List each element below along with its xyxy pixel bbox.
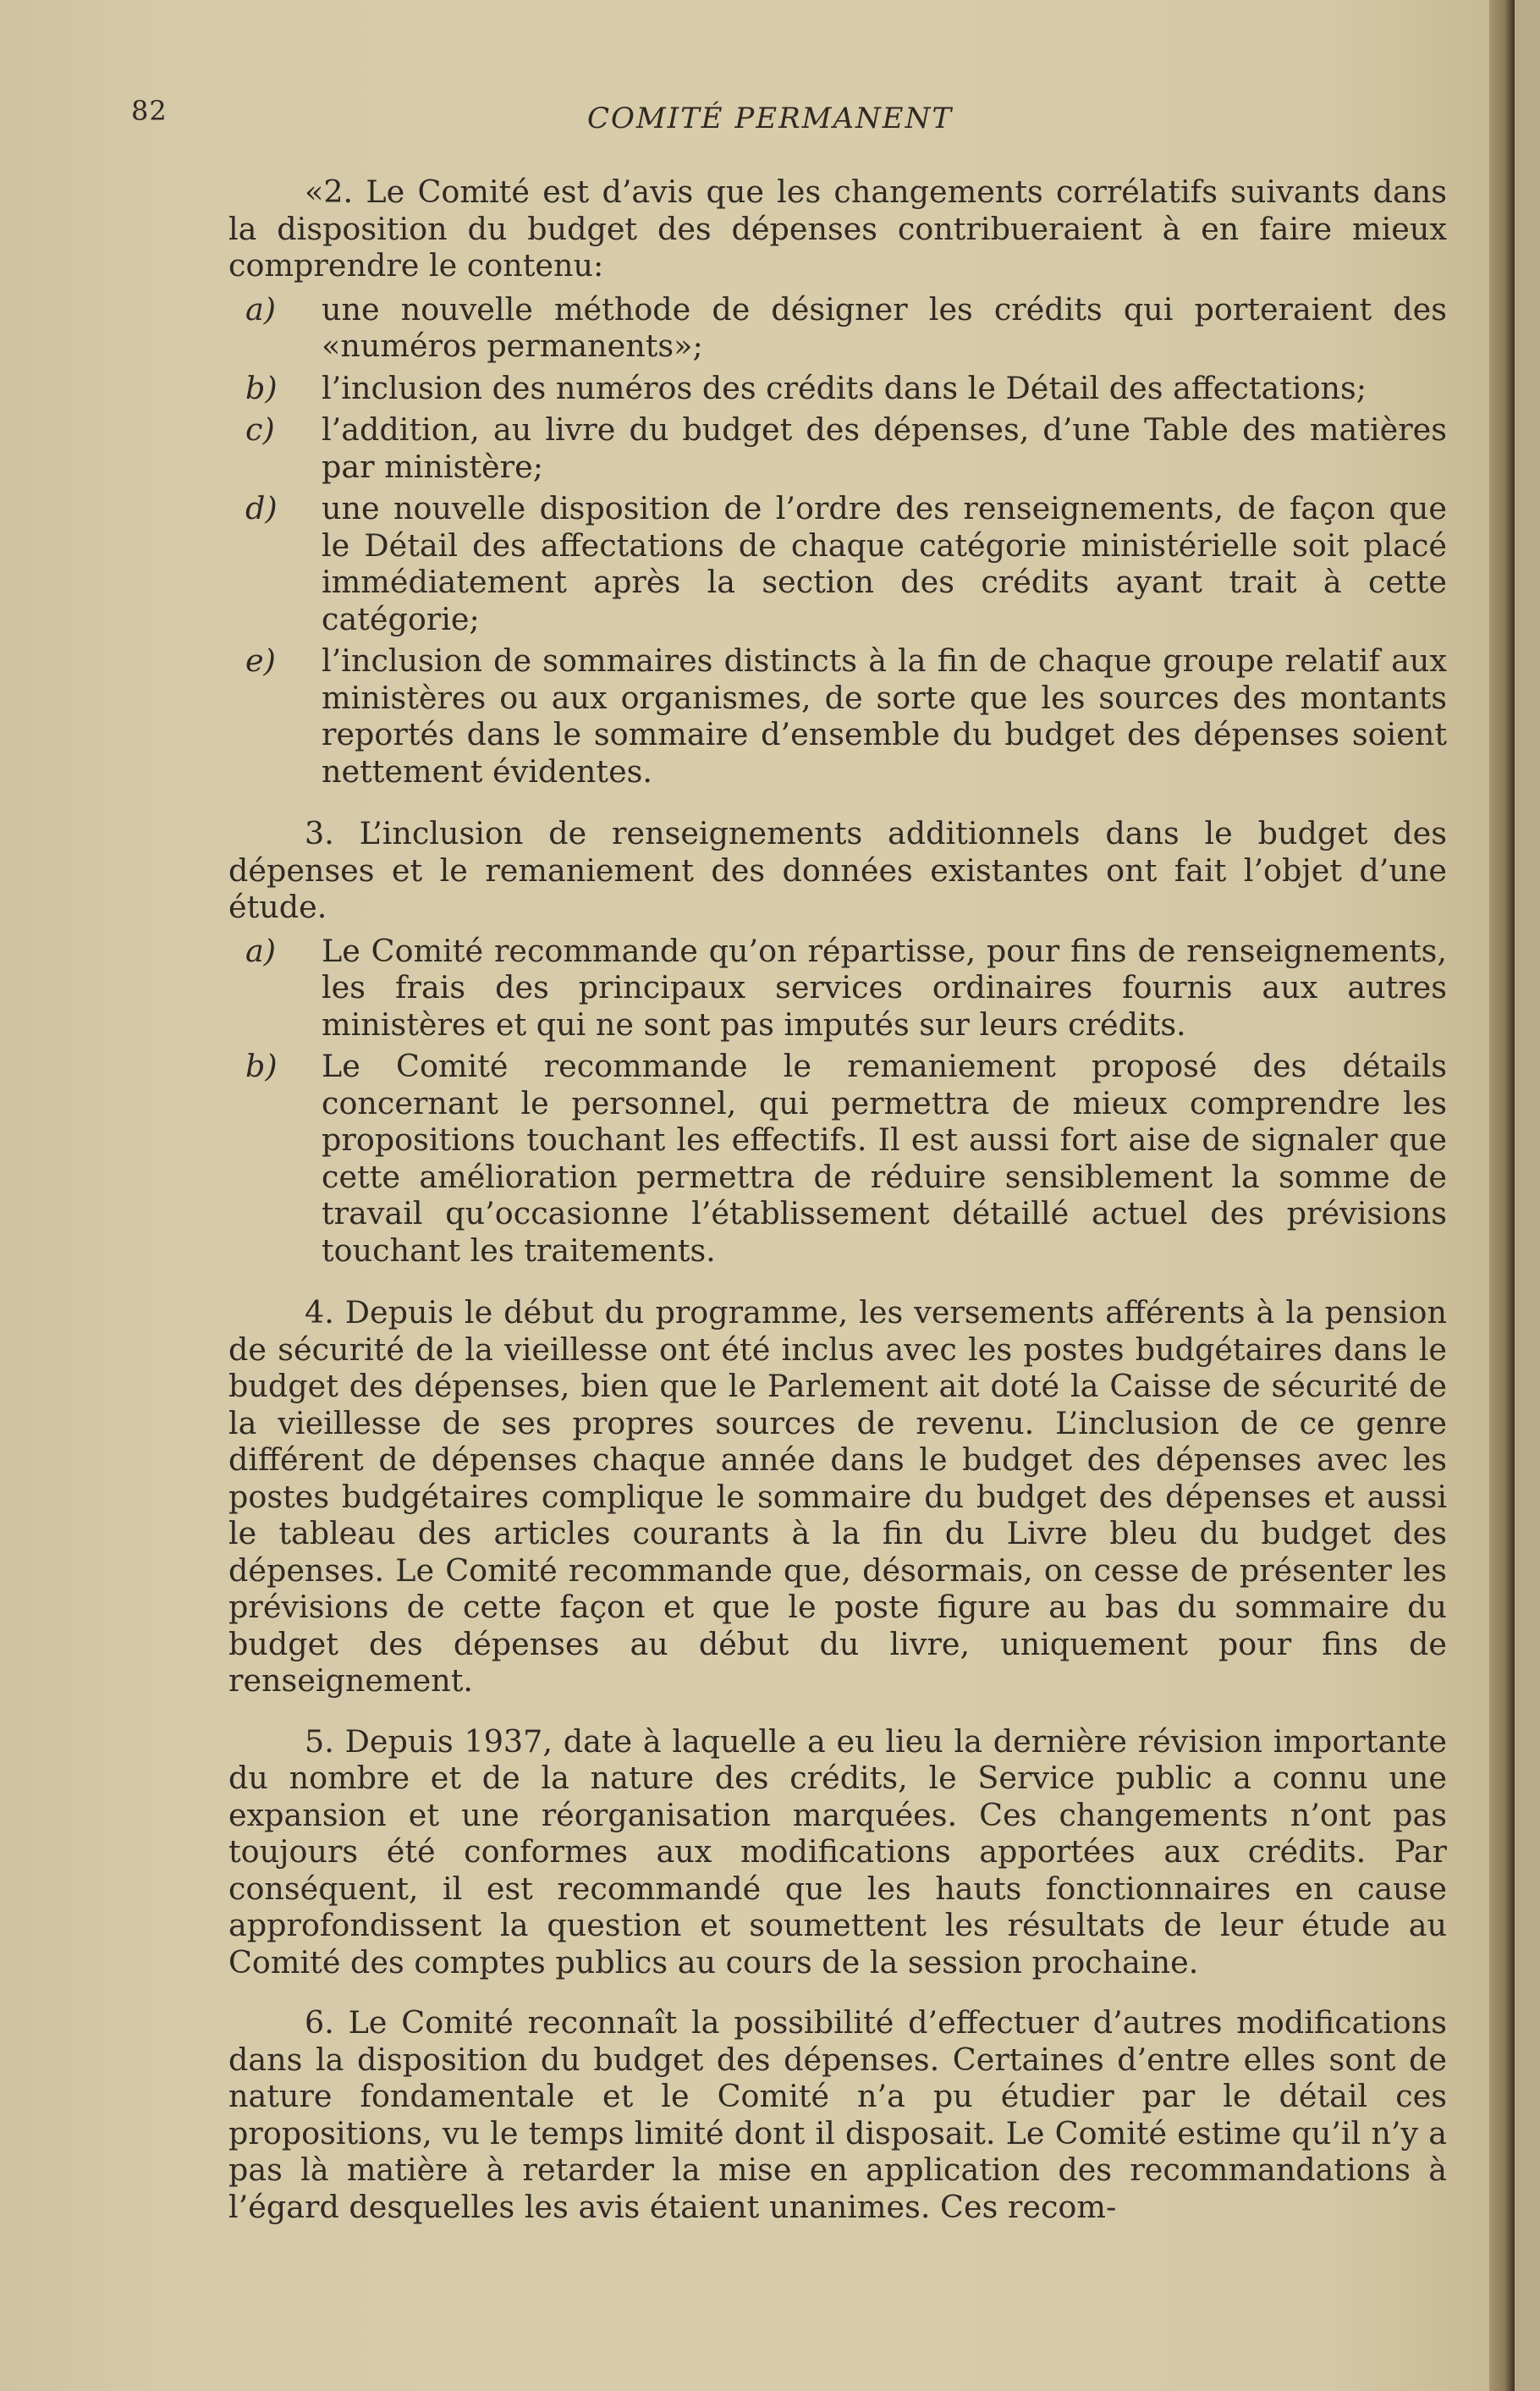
list-letter: a) xyxy=(245,290,277,328)
list-letter: e) xyxy=(245,642,276,679)
body-text xyxy=(228,174,1447,2249)
list-item-text: l’inclusion des numéros des crédits dans le Détail des affectations; xyxy=(322,369,1367,406)
paragraph-4: 4. Depuis le début du programme, les versements afférents à la pension de sécurité de la vieillesse ont été inclus avec les postes budgétaires dans le budget des dépenses, bien que le Parlement ait doté la Caisse de sécurité de la vieillesse de ses propres sources de revenu. L’inclusion de ce genre différent de dépenses chaque année dans le budget des dépenses avec les postes budgétaires complique le sommaire du budget des dépenses et aussi le tableau des articles courants à la fin du Livre bleu du budget des dépenses. Le Comité recommande que, désormais, on cesse de présenter les prévisions de cette façon et que le poste figure au bas du sommaire du budget des dépenses au début du livre, uniquement pour fins de renseignement. xyxy=(228,1294,1447,1699)
paragraph-5: 5. Depuis 1937, date à laquelle a eu lieu la dernière révision importante du nombre et de la nature des crédits, le Service public a connu une expansion et une réorganisation marquées. Ces changements n’ont pas toujours été conformes aux modifications apportées aux crédits. Par conséquent, il est recommandé que les hauts fonctionnaires en cause approfondissent la question et soumettent les résultats de leur étude au Comité des comptes publics au cours de la session prochaine. xyxy=(228,1722,1447,1981)
list-letter: d) xyxy=(245,490,278,526)
list-item-2d xyxy=(245,490,1447,637)
list-item-3b xyxy=(245,1048,1447,1269)
list-letter: a) xyxy=(245,932,277,969)
list-item-text: une nouvelle disposition de l’ordre des renseignements, de façon que le Détail des affectations de chaque catégorie ministérielle soit placé immédiatement après la section des crédits ayant trait à cette catégorie; xyxy=(322,490,1447,637)
page-number: 82 xyxy=(131,95,168,127)
page-edge xyxy=(1489,0,1515,2391)
list-letter: c) xyxy=(245,411,275,448)
list-letter: b) xyxy=(245,1048,278,1084)
list-item-2a xyxy=(245,291,1447,365)
list-item-text: l’inclusion de sommaires distincts à la fin de chaque groupe relatif aux ministères ou aux organismes, de sorte que les sources des montants reportés dans le sommaire d’ensemble du budget des dépenses soient nettement évidentes. xyxy=(322,642,1447,790)
list-item-2b xyxy=(245,370,1447,407)
list-item-3a xyxy=(245,933,1447,1044)
list-item-2c xyxy=(245,411,1447,485)
paragraph-2-intro: «2. Le Comité est d’avis que les changements corrélatifs suivants dans la disposition du budget des dépenses contribueraient à en faire mieux comprendre le contenu: xyxy=(228,174,1447,284)
list-item-2e xyxy=(245,642,1447,790)
paragraph-6: 6. Le Comité reconnaît la possibilité d’effectuer d’autres modifications dans la disposition du budget des dépenses. Certaines d’entre elles sont de nature fondamentale et le Comité n’a pu étudier par le détail ces propositions, vu le temps limité dont il disposait. Le Comité estime qu’il n’y a pas là matière à retarder la mise en application des recommandations à l’égard desquelles les avis étaient unanimes. Ces recom- xyxy=(228,2004,1447,2225)
list-item-text: Le Comité recommande qu’on répartisse, pour fins de renseignements, les frais des principaux services ordinaires fournis aux autres ministères et qui ne sont pas imputés sur leurs crédits. xyxy=(322,932,1447,1043)
list-letter: b) xyxy=(245,369,278,406)
list-item-text: Le Comité recommande le remaniement proposé des détails concernant le personnel, qui permettra de mieux comprendre les propositions touchant les effectifs. Il est aussi fort aise de signaler que cette amélioration permettra de réduire sensiblement la somme de travail qu’occasionne l’établissement détaillé actuel des prévisions touchant les traitements. xyxy=(322,1048,1447,1269)
list-item-text: l’addition, au livre du budget des dépenses, d’une Table des matières par ministère; xyxy=(322,411,1447,485)
paragraph-3-intro: 3. L’inclusion de renseignements additionnels dans le budget des dépenses et le remaniement des données existantes ont fait l’objet d’une étude. xyxy=(228,815,1447,925)
list-item-text: une nouvelle méthode de désigner les crédits qui porteraient des «numéros permanents»; xyxy=(322,290,1447,364)
running-head: COMITÉ PERMANENT xyxy=(586,102,954,135)
